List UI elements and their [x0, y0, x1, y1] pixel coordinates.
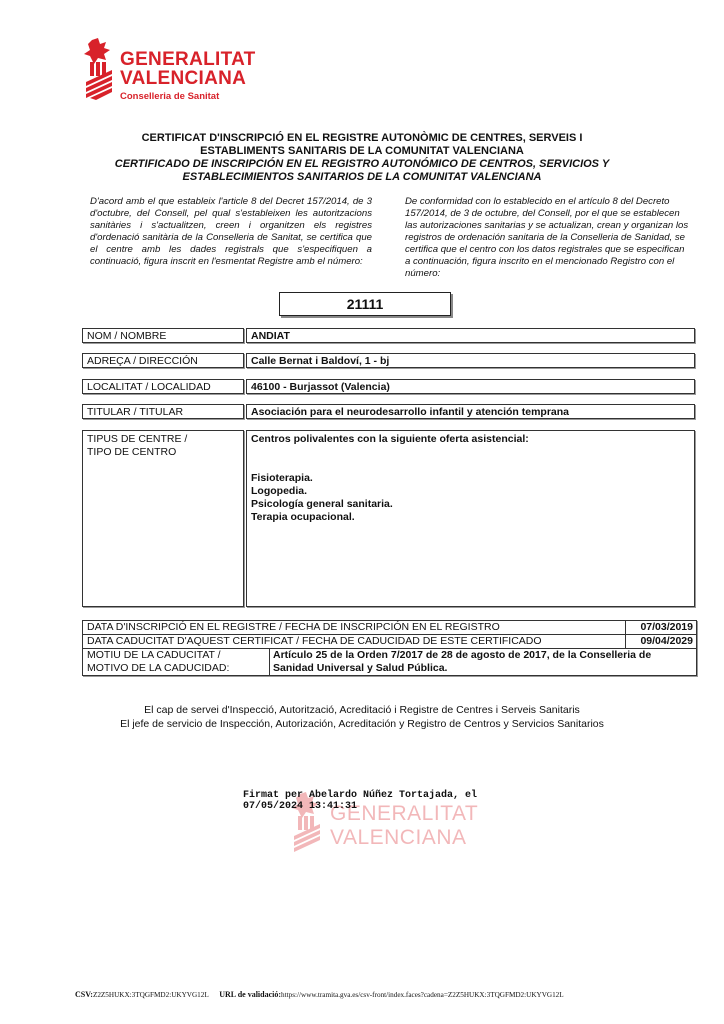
digital-signature — [243, 790, 533, 812]
date-label-caducitat: DATA CADUCITAT D'AQUEST CERTIFICAT / FECHA DE CADUCIDAD DE ESTE CERTIFICADO — [87, 635, 542, 647]
table-row — [83, 649, 696, 675]
tipus-label-line2: TIPO DE CENTRO — [87, 446, 177, 458]
field-label-localitat: LOCALITAT / LOCALIDAD — [82, 379, 244, 394]
dates-table — [82, 620, 697, 676]
logo-text-generalitat: GENERALITAT — [120, 49, 256, 70]
logo-text-valenciana: VALENCIANA — [120, 68, 247, 89]
table-row — [83, 635, 696, 649]
signature-line2: 07/05/2024 13:41:31 — [243, 801, 358, 812]
date-value-caducitat: 09/04/2029 — [625, 635, 696, 648]
registry-number: 21111 — [279, 292, 451, 316]
url-value[interactable]: https://www.tramita.gva.es/csv-front/index.faces?cadena=Z2Z5HUKX:3TQGFMD2:UKYVG12L — [281, 991, 564, 999]
stamp-text-generalitat: GENERALITAT — [330, 802, 479, 825]
tipus-label-line1: TIPUS DE CENTRE / — [87, 433, 188, 445]
title-va-line2: ESTABLIMENTS SANITARIS DE LA COMUNITAT VALENCIANA — [200, 145, 524, 157]
csv-label: CSV: — [75, 990, 93, 999]
date-value-inscripcio: 07/03/2019 — [625, 621, 696, 634]
date-label-inscripcio: DATA D'INSCRIPCIÓ EN EL REGISTRE / FECHA DE INSCRIPCIÓN EN EL REGISTRO — [87, 621, 500, 633]
field-label-titular: TITULAR / TITULAR — [82, 404, 244, 419]
list-item: Terapia ocupacional. — [251, 511, 355, 523]
motiu-label-line2: MOTIVO DE LA CADUCIDAD: — [87, 662, 230, 674]
field-value-tipus — [246, 430, 695, 607]
chief-es: El jefe de servicio de Inspección, Autorización, Acreditación y Registro de Centros y Servicios Sanitarios — [120, 718, 604, 730]
generalitat-logo — [84, 38, 254, 108]
logo-subtitle: Conselleria de Sanitat — [120, 91, 220, 102]
signature-line1: Firmat per Abelardo Núñez Tortajada, el — [243, 790, 478, 801]
field-value-adreca: Calle Bernat i Baldoví, 1 - bj — [246, 353, 695, 368]
tipus-intro: Centros polivalentes con la siguiente oferta asistencial: — [251, 433, 529, 445]
field-value-localitat: 46100 - Burjassot (Valencia) — [246, 379, 695, 394]
title-es-line2: ESTABLECIMIENTOS SANITARIOS DE LA COMUNITAT VALENCIANA — [182, 171, 542, 183]
field-label-adreca: ADREÇA / DIRECCIÓN — [82, 353, 244, 368]
list-item: Psicología general sanitaria. — [251, 498, 393, 510]
field-value-titular: Asociación para el neurodesarrollo infantil y atención temprana — [246, 404, 695, 419]
intro-spanish: De conformidad con lo establecido en el artículo 8 del Decreto 157/2014, de 3 de octubre, del Consell, por el que se establecen las autorizaciones sanitarias y se actualizan, crean y organizan los registros de ordenación sanitaria de la Conselleria de Sanidad, se certifica que el centro con los datos registrales que se especifican a continuación, figura inscrito en el mencionado Registro con el número: — [405, 196, 689, 279]
generalitat-crest-icon — [84, 38, 114, 102]
table-row — [83, 621, 696, 635]
title-va-line1: CERTIFICAT D'INSCRIPCIÓ EN EL REGISTRE AUTONÒMIC DE CENTRES, SERVEIS I — [141, 132, 583, 144]
intro-valencian: D'acord amb el que estableix l'article 8 del Decret 157/2014, de 3 d'octubre, del Consell, pel qual s'estableixen les autoritzacions sanitàries i s'actualitzen, creen i organitzen els registres d'ordenació sanitària de la Conselleria de Sanitat, se certifica que el centre amb les dades registrals que s'especifiquen a continuació, figura inscrit en l'esmentat Registre amb el número: — [90, 196, 372, 267]
csv-value: Z2Z5HUKX:3TQGFMD2:UKYVG12L — [92, 991, 209, 999]
title-es-line1: CERTIFICADO DE INSCRIPCIÓN EN EL REGISTRO AUTONÓMICO DE CENTROS, SERVICIOS Y — [114, 158, 610, 170]
stamp-text-valenciana: VALENCIANA — [330, 826, 467, 849]
url-label: URL de validació: — [219, 990, 282, 999]
list-item: Fisioterapia. — [251, 472, 313, 484]
chief-va: El cap de servei d'Inspecció, Autorització, Acreditació i Registre de Centres i Serveis Sanitaris — [144, 704, 580, 716]
motiu-value: Artículo 25 de la Orden 7/2017 de 28 de agosto de 2017, de la Conselleria de Sanidad Universal y Salud Pública. — [269, 649, 696, 675]
service-chief — [80, 703, 644, 731]
motiu-label — [83, 649, 269, 675]
field-label-tipus — [82, 430, 244, 607]
motiu-label-line1: MOTIU DE LA CADUCITAT / — [87, 649, 221, 661]
field-label-nom: NOM / NOMBRE — [82, 328, 244, 343]
validation-footer — [75, 990, 695, 999]
list-item: Logopedia. — [251, 485, 307, 497]
certificate-title — [80, 132, 644, 184]
field-value-nom: ANDIAT — [246, 328, 695, 343]
